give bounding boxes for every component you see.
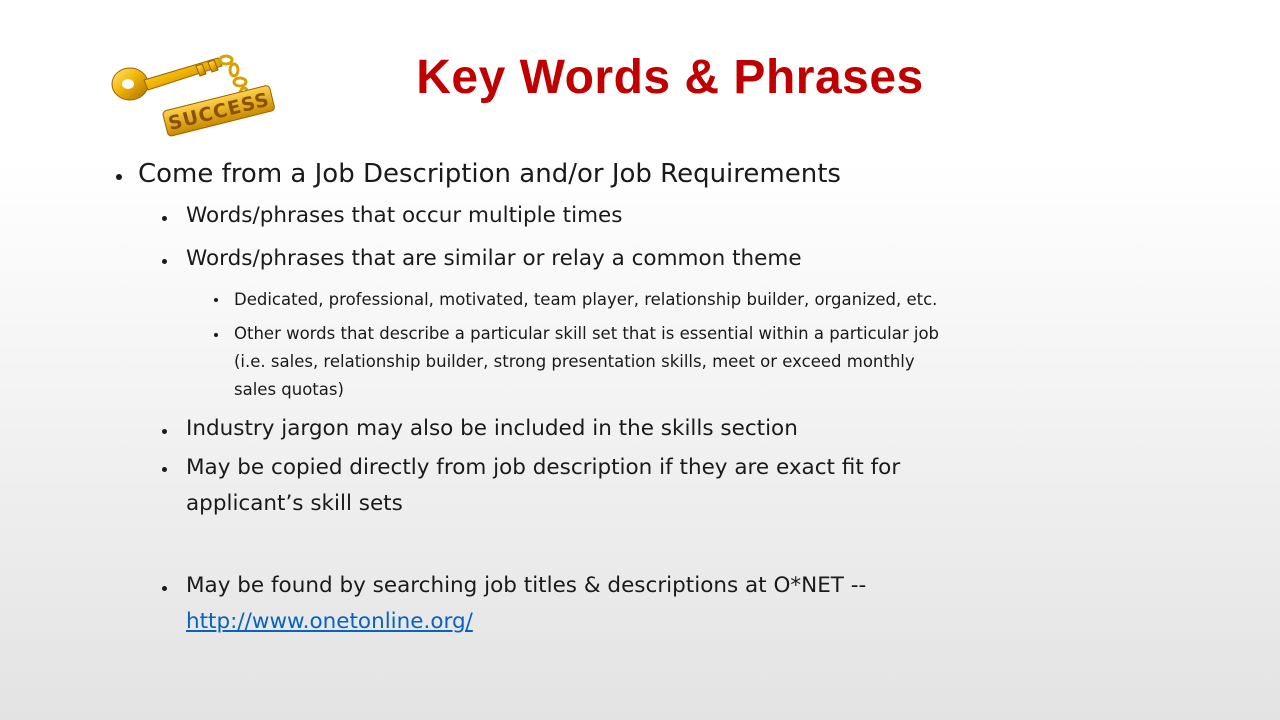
- bullet-dot-icon: [214, 333, 218, 337]
- bullet-dot-icon: [116, 174, 122, 180]
- bullet-dot-icon: [162, 216, 167, 221]
- bullet-text: applicant’s skill sets: [186, 491, 403, 516]
- bullet-text: Come from a Job Description and/or Job Requirements: [138, 159, 841, 189]
- bullet-text: Dedicated, professional, motivated, team player, relationship builder, organized, etc.: [234, 290, 938, 309]
- bullet-text: (i.e. sales, relationship builder, strong presentation skills, meet or exceed monthly: [234, 352, 915, 371]
- bullet-text: Words/phrases that are similar or relay a common theme: [186, 246, 802, 271]
- bullet-dot-icon: [162, 259, 167, 264]
- bullet-text: May be found by searching job titles & descriptions at O*NET --: [186, 573, 867, 598]
- bullet-text: sales quotas): [234, 380, 344, 399]
- bullet-dot-icon: [162, 467, 167, 472]
- onet-link[interactable]: http://www.onetonline.org/: [186, 609, 473, 634]
- bullet-dot-icon: [162, 429, 167, 434]
- golden-key-success-icon: [108, 40, 276, 140]
- slide-title: Key Words & Phrases: [416, 51, 924, 104]
- bullet-dot-icon: [162, 586, 167, 591]
- bullet-dot-icon: [214, 298, 218, 302]
- bullet-text: Industry jargon may also be included in the skills section: [186, 416, 798, 441]
- svg-text:SUCCESS: SUCCESS: [166, 88, 272, 135]
- bullet-text: May be copied directly from job description if they are exact fit for: [186, 455, 901, 480]
- bullet-text: Words/phrases that occur multiple times: [186, 203, 623, 228]
- bullet-text: Other words that describe a particular skill set that is essential within a particular job: [234, 324, 940, 343]
